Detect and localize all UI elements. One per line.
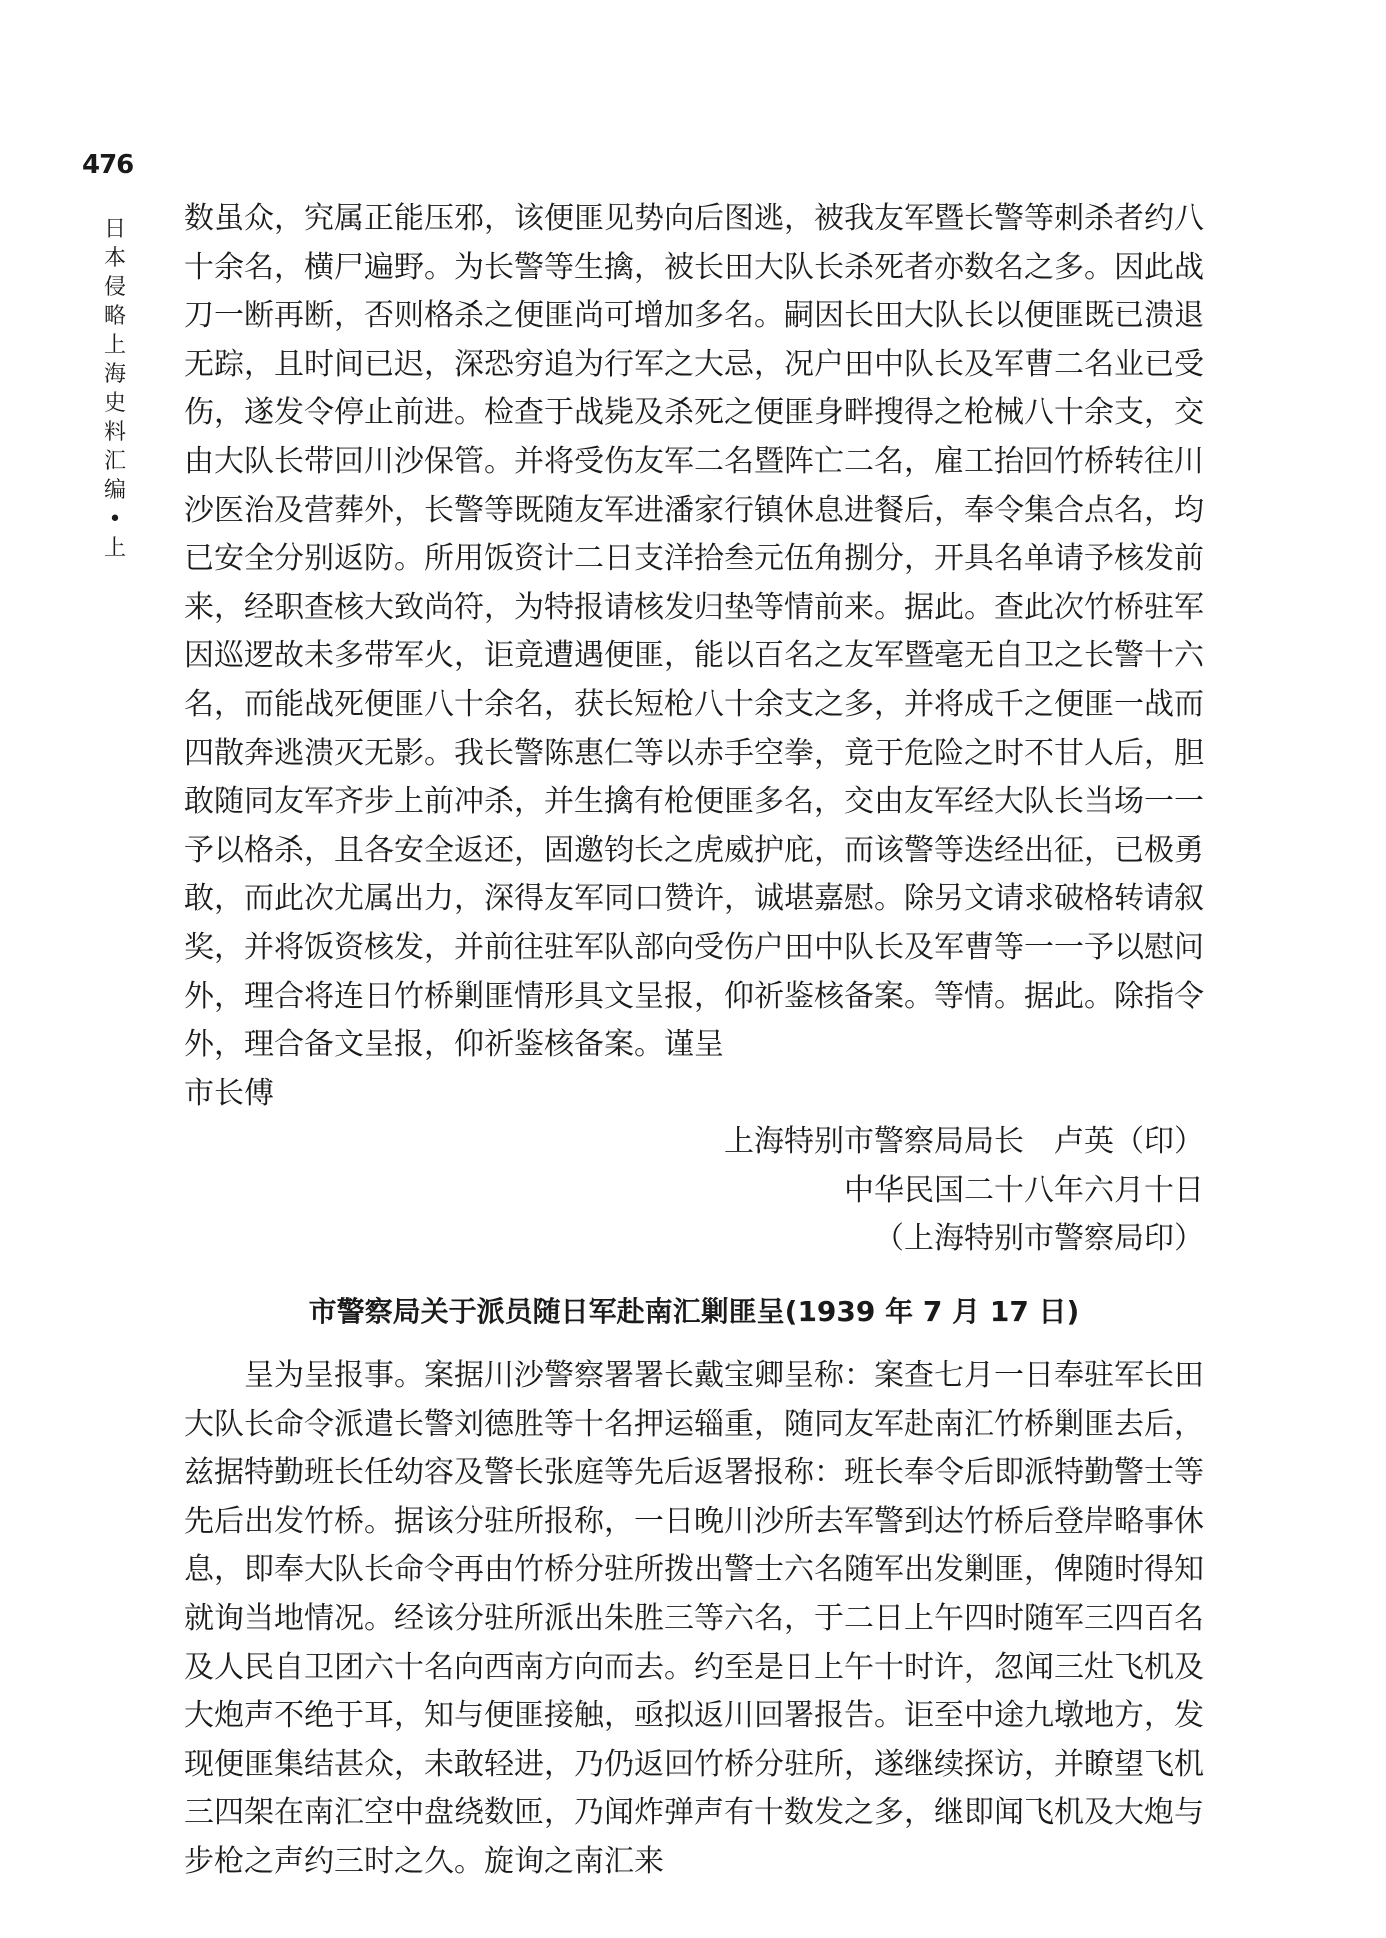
document1-signatory: 上海特别市警察局局长 卢英（印） — [724, 1124, 1204, 1160]
page-content — [184, 195, 1204, 1887]
document1-date: 中华民国二十八年六月十日 — [844, 1172, 1204, 1208]
page-number: 476 — [82, 150, 134, 180]
document2-body: 呈为呈报事。案据川沙警察署署长戴宝卿呈称：案查七月一日奉驻军长田大队长命令派遣长警刘德胜等十名押运辎重，随同友军赴南汇竹桥剿匪去后，兹据特勤班长任幼容及警长张庭等先后返署报称：班长奉令后即派特勤警士等先后出发竹桥。据该分驻所报称，一日晚川沙所去军警到达竹桥后登岸略事休息，即奉大队长命令再由竹桥分驻所拨出警士六名随军出发剿匪，俾随时得知就询当地情况。经该分驻所派出朱胜三等六名，于二日上午四时随军三四百名及人民自卫团六十名向西南方向而去。约至是日上午十时许，忽闻三灶飞机及大炮声不绝于耳，知与便匪接触，亟拟返川回署报告。讵至中途九墩地方，发现便匪集结甚众，未敢轻进，乃仍返回竹桥分驻所，遂继续探访，并瞭望飞机三四架在南汇空中盘绕数匝，乃闻炸弹声有十数发之多，继即闻飞机及大炮与步枪之声约三时之久。旋询之南汇来 — [184, 1358, 1204, 1879]
document1-seal: （上海特别市警察局印） — [874, 1221, 1204, 1257]
running-title: 日本侵略上海史料汇编•上 — [103, 217, 126, 561]
document2-title: 市警察局关于派员随日军赴南汇剿匪呈(1939 年 7 月 17 日) — [308, 1295, 1080, 1329]
document1-addressee: 市长傅 — [184, 1075, 274, 1111]
document1-body: 数虽众，究属正能压邪，该便匪见势向后图逃，被我友军暨长警等刺杀者约八十余名，横尸遍野。为长警等生擒，被长田大队长杀死者亦数名之多。因此战刀一断再断，否则格杀之便匪尚可增加多名。嗣因长田大队长以便匪既已溃退无踪，且时间已迟，深恐穷追为行军之大忌，况户田中队长及军曹二名业已受伤，遂发令停止前进。检查于战毙及杀死之便匪身畔搜得之枪械八十余支，交由大队长带回川沙保管。并将受伤友军二名暨阵亡二名，雇工抬回竹桥转往川沙医治及营葬外，长警等既随友军进潘家行镇休息进餐后，奉令集合点名，均已安全分别返防。所用饭资计二日支洋拾叁元伍角捌分，开具名单请予核发前来，经职查核大致尚符，为特报请核发归垫等情前来。据此。查此次竹桥驻军因巡逻故未多带军火，讵竟遭遇便匪，能以百名之友军暨毫无自卫之长警十六名，而能战死便匪八十余名，获长短枪八十余支之多，并将成千之便匪一战而四散奔逃溃灭无影。我长警陈惠仁等以赤手空拳，竟于危险之时不甘人后，胆敢随同友军齐步上前冲杀，并生擒有枪便匪多名，交由友军经大队长当场一一予以格杀，且各安全返还，固邀钧长之虎威护庇，而该警等迭经出征，已极勇敢，而此次尤属出力，深得友军同口赞许，诚堪嘉慰。除另文请求破格转请叙奖，并将饭资核发，并前往驻军队部向受伤户田中队长及军曹等一一予以慰问外，理合将连日竹桥剿匪情形具文呈报，仰祈鉴核备案。等情。据此。除指令外，理合备文呈报，仰祈鉴核备案。谨呈 — [184, 201, 1204, 1063]
